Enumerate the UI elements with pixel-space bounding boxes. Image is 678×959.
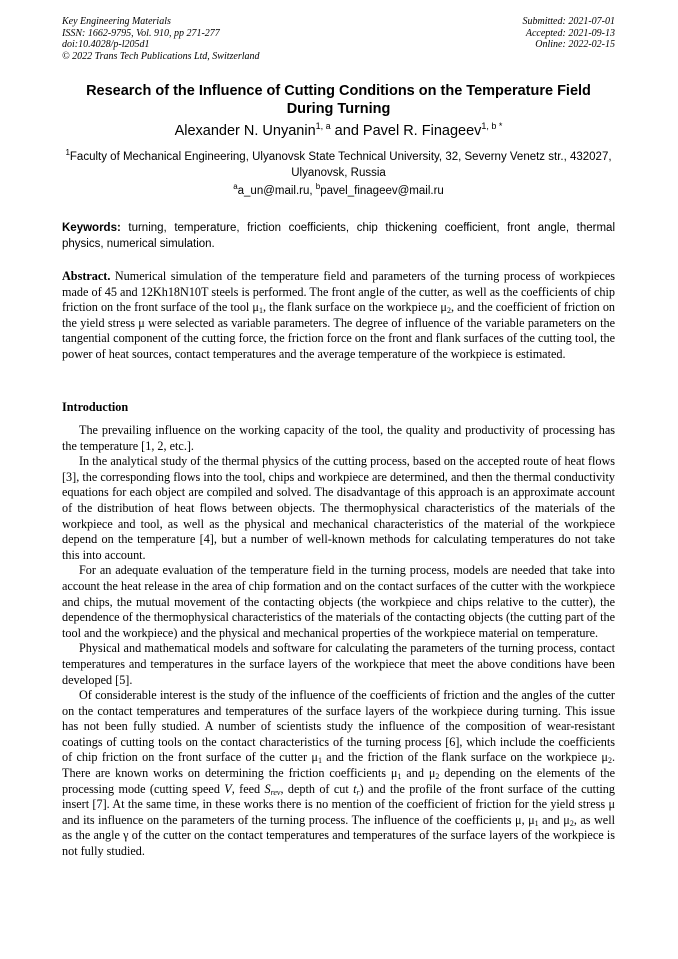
abstract-text: Numerical simulation of the temperature field and parameters of the turning process of workpieces made of 45 and 12Kh18N10T steels is performed. The front angle of the cutter, as well as the coefficients of chip friction on the front surface of the tool μ — [62, 269, 615, 315]
variable-subscript: rev — [270, 787, 281, 797]
paragraph — [62, 688, 615, 860]
affiliation-text: Faculty of Mechanical Engineering, Ulyanovsk State Technical University, 32, Severny Venetz str., 432027, Ulyanovsk, Russia — [69, 151, 612, 179]
paragraph-text: . There are known works on determining the friction coefficients μ — [62, 750, 615, 781]
email-link[interactable]: pavel_finageev@mail.ru — [320, 185, 444, 197]
paragraph-text: Of considerable interest is the study of the influence of the coefficients of friction and the angles of the cutter on the contact temperatures and temperatures of the surface layers of the workpiece during turning. This issue has not been fully studied. A number of scientists study the influence of the composition of wear-resistant coatings of cutting tools on the contact characteristics of the turning process [6], which include the coefficients of chip friction on the front surface of the cutter μ — [62, 688, 615, 765]
paragraph-text: , depth of cut — [280, 781, 354, 796]
author-affiliation-mark: 1, b * — [481, 121, 503, 131]
author-list — [62, 122, 615, 140]
email-mark: b — [315, 182, 321, 191]
email-mark: a — [233, 182, 238, 191]
journal-info — [62, 16, 260, 62]
author-name: Alexander N. Unyanin — [174, 123, 316, 139]
author-emails — [62, 184, 615, 199]
copyright: © 2022 Trans Tech Publications Ltd, Switzerland — [62, 50, 260, 62]
doi[interactable]: doi:10.4028/p-l205d1 — [62, 39, 150, 50]
submitted-date: Submitted: 2021-07-01 — [522, 16, 615, 27]
affiliation-mark: 1 — [65, 148, 70, 157]
subscript: 2 — [569, 818, 574, 828]
keywords-text: turning, temperature, friction coefficients, chip thickening coefficient, front angle, thermal physics, numerical simulation. — [62, 222, 615, 250]
subscript: 1 — [534, 818, 539, 828]
author-affiliation-mark: 1, a — [315, 121, 331, 131]
subscript: 2 — [435, 772, 440, 782]
subscript: 2 — [446, 306, 451, 316]
subscript: 1 — [317, 756, 322, 766]
paragraph-text: and the friction of the flank surface on the workpiece μ — [321, 750, 608, 765]
keywords-label: Keywords: — [62, 222, 121, 234]
paper-title: Research of the Influence of Cutting Conditions on the Temperature Field During Turning — [86, 83, 591, 117]
abstract-label: Abstract. — [62, 269, 111, 283]
issn-volume: ISSN: 1662-9795, Vol. 910, pp 271-277 — [62, 27, 220, 39]
affiliation — [62, 150, 615, 181]
online-date: Online: 2022-02-15 — [535, 39, 615, 50]
paragraph-text: and μ — [401, 766, 436, 781]
author-separator: and — [330, 123, 363, 139]
variable-subscript: r — [356, 787, 360, 797]
section-heading: Introduction — [62, 400, 129, 414]
email-separator: , — [309, 185, 316, 197]
paragraph-text: , as well as the angle γ of the cutter on the contact temperatures and temperatures of the surface layers of the workpiece is not fully studied. — [62, 812, 615, 859]
email-link[interactable]: a_un@mail.ru — [237, 185, 310, 197]
paragraph: In the analytical study of the thermal physics of the cutting process, based on the accepted route of heat flows [3], the corresponding flows into the tool, chips and workpiece are determined, and then the thermal conductivity equations for each object are compiled and solved. The disadvantage of this approach is an approximate account of the distribution of heat flows between objects. The thermophysical characteristics of the materials of the workpiece and tool, as well as the physical and mechanical characteristics of the material of the workpiece depend on the temperature [4], but a number of well-known methods for calculating temperatures do not take this into account. — [62, 454, 615, 562]
abstract-text: , the flank surface on the workpiece μ — [262, 300, 447, 315]
author-name: Pavel R. Finageev — [362, 123, 482, 139]
paragraph-text: and μ — [538, 812, 570, 827]
variable: S — [264, 781, 271, 796]
paragraph-text: depending on the elements of the processing mode (cutting speed — [62, 766, 615, 796]
abstract-text: , and the coefficient of friction on the yield stress μ were selected as variable parameters. The degree of influence of the variable parameters on the tangential component of the cutting force, the friction force on the front and flank surfaces of the cutting tool, the power of heat sources, contact temperatures and the average temperature of the workpiece is estimated. — [62, 300, 616, 361]
subscript: 1 — [258, 306, 263, 316]
variable: t — [353, 781, 357, 796]
paragraph: The prevailing influence on the working capacity of the tool, the quality and productivity of processing has the temperature [1, 2, etc.]. — [62, 423, 615, 453]
paragraph: For an adequate evaluation of the temperature field in the turning process, models are needed that take into account the heat release in the area of chip formation and on the contact surfaces of the cutter with the workpiece and chips, the mutual movement of the contacting objects (the workpiece and chips relative to the cutter), the dependence of the thermophysical characteristics of the materials of the contacting objects (the cutting part of the tool and the workpiece) and the physical and mechanical properties of the workpiece material on temperature. — [62, 563, 615, 640]
subscript: 1 — [397, 772, 402, 782]
paragraph-text: ) and the profile of the front surface of the cutting insert [7]. At the same time, in these works there is no mention of the coefficient of friction for the yield stress μ and its influence on the parameters of the turning process. The influence of the coefficients μ, μ — [62, 781, 615, 827]
introduction-body — [62, 423, 615, 860]
accepted-date: Accepted: 2021-09-13 — [525, 27, 615, 39]
journal-name: Key Engineering Materials — [62, 16, 171, 27]
keywords — [62, 221, 615, 252]
paragraph: Physical and mathematical models and software for calculating the parameters of the turning process, contact temperatures and temperatures in the surface layers of the workpiece that meet the above conditions have been developed [5]. — [62, 641, 615, 687]
abstract — [62, 269, 615, 363]
variable: V — [224, 781, 232, 796]
publication-dates — [523, 16, 616, 51]
subscript: 2 — [607, 756, 612, 766]
paragraph-text: , feed — [231, 781, 265, 796]
